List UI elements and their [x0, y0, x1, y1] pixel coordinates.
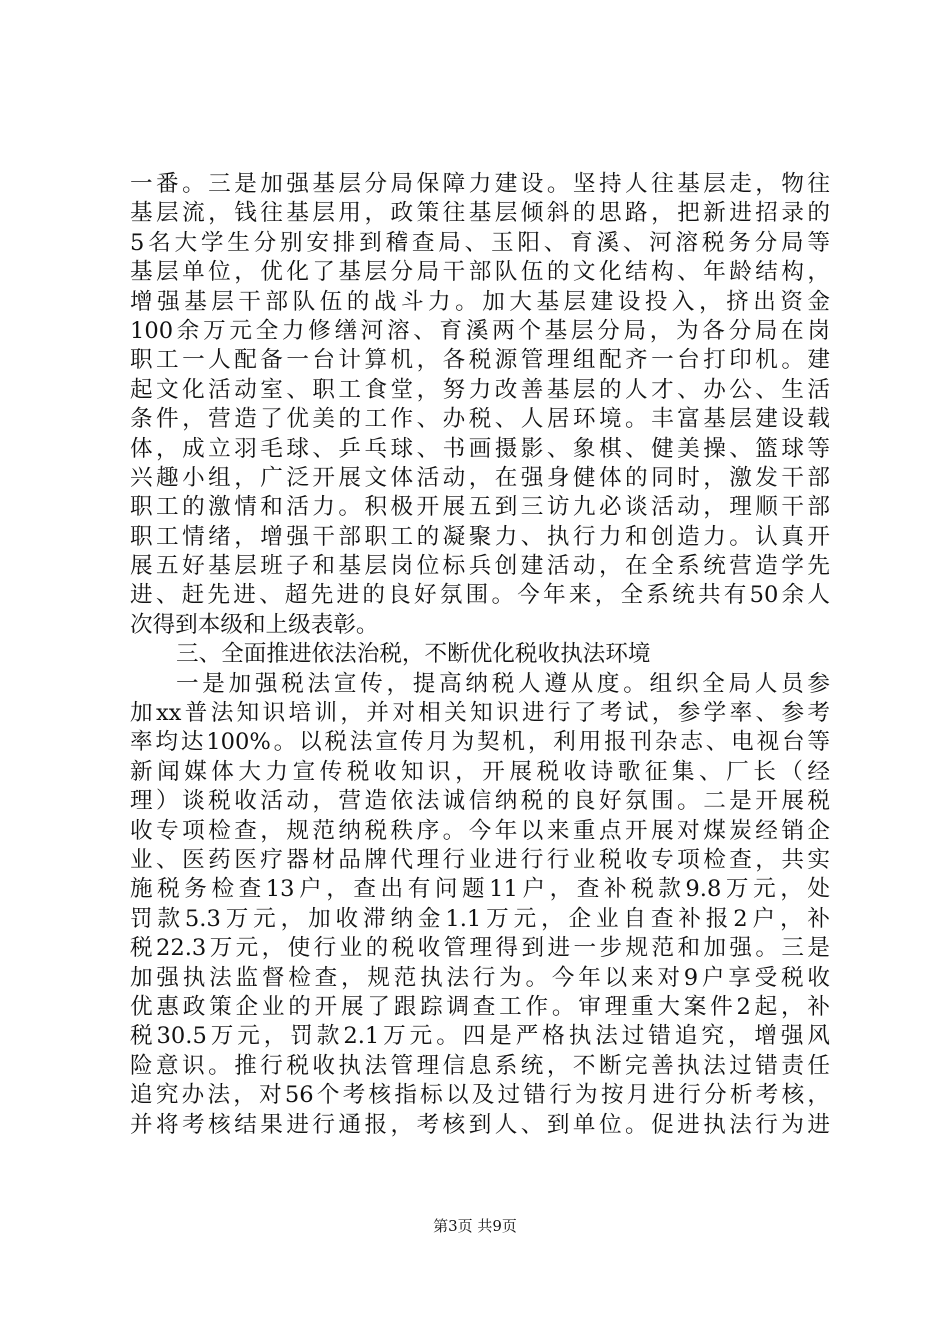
text-line: 基层流，钱往基层用，政策往基层倾斜的思路，把新进招录的	[130, 200, 830, 227]
text-line: 次得到本级和上级表彰。	[130, 611, 379, 638]
text-line: 起文化活动室、职工食堂，努力改善基层的人才、办公、生活	[130, 376, 830, 403]
text-line: 追究办法，对56个考核指标以及过错行为按月进行分析考核，	[130, 1082, 830, 1109]
text-line: 一番。三是加强基层分局保障力建设。坚持人往基层走，物往	[130, 171, 830, 197]
text-line: 职工一人配备一台计算机，各税源管理组配齐一台打印机。建	[130, 347, 830, 374]
page-number-footer: 第3页 共9页	[433, 1217, 517, 1235]
text-line: 加xx普法知识培训，并对相关知识进行了考试，参学率、参考	[130, 700, 830, 727]
text-line: 基层单位，优化了基层分局干部队伍的文化结构、年龄结构，	[130, 259, 830, 286]
text-line: 增强基层干部队伍的战斗力。加大基层建设投入，挤出资金	[130, 288, 830, 315]
text-line: 新闻媒体大力宣传税收知识，开展税收诗歌征集、厂长（经	[130, 758, 830, 785]
text-line: 业、医药医疗器材品牌代理行业进行行业税收专项检查，共实	[130, 846, 830, 873]
text-line: 100余万元全力修缮河溶、育溪两个基层分局，为各分局在岗	[130, 317, 830, 344]
text-line: 罚款5.3万元，加收滞纳金1.1万元，企业自查补报2户，补	[130, 905, 830, 932]
text-line: 一是加强税法宣传，提高纳税人遵从度。组织全局人员参	[176, 670, 830, 697]
document-body	[130, 170, 830, 1140]
text-line: 税30.5万元，罚款2.1万元。四是严格执法过错追究，增强风	[130, 1023, 830, 1050]
text-line: 收专项检查，规范纳税秩序。今年以来重点开展对煤炭经销企	[130, 817, 830, 844]
text-line: 兴趣小组，广泛开展文体活动，在强身健体的同时，激发干部	[130, 464, 830, 491]
text-line: 加强执法监督检查，规范执法行为。今年以来对9户享受税收	[130, 964, 830, 991]
text-line: 险意识。推行税收执法管理信息系统，不断完善执法过错责任	[130, 1052, 830, 1079]
text-line: 并将考核结果进行通报，考核到人、到单位。促进执法行为进	[130, 1111, 830, 1138]
text-line: 率均达100%。以税法宣传月为契机，利用报刊杂志、电视台等	[130, 729, 830, 756]
text-line: 税22.3万元，使行业的税收管理得到进一步规范和加强。三是	[130, 935, 830, 962]
text-line: 体，成立羽毛球、乒乓球、书画摄影、象棋、健美操、篮球等	[130, 435, 830, 462]
text-line: 职工的激情和活力。积极开展五到三访九必谈活动，理顺干部	[130, 494, 830, 521]
text-line: 施税务检查13户，查出有问题11户，查补税款9.8万元，处	[130, 876, 830, 903]
text-line: 优惠政策企业的开展了跟踪调查工作。审理重大案件2起，补	[130, 993, 830, 1020]
text-line: 进、赶先进、超先进的良好氛围。今年来，全系统共有50余人	[130, 582, 830, 609]
text-line: 职工情绪，增强干部职工的凝聚力、执行力和创造力。认真开	[130, 523, 830, 550]
text-line: 展五好基层班子和基层岗位标兵创建活动，在全系统营造学先	[130, 553, 830, 580]
text-line: 条件，营造了优美的工作、办税、人居环境。丰富基层建设载	[130, 406, 830, 433]
text-line: 理）谈税收活动，营造依法诚信纳税的良好氛围。二是开展税	[130, 788, 830, 815]
section-heading: 三、全面推进依法治税，不断优化税收执法环境	[176, 641, 651, 668]
text-line: 5名大学生分别安排到稽查局、玉阳、育溪、河溶税务分局等	[130, 229, 830, 256]
